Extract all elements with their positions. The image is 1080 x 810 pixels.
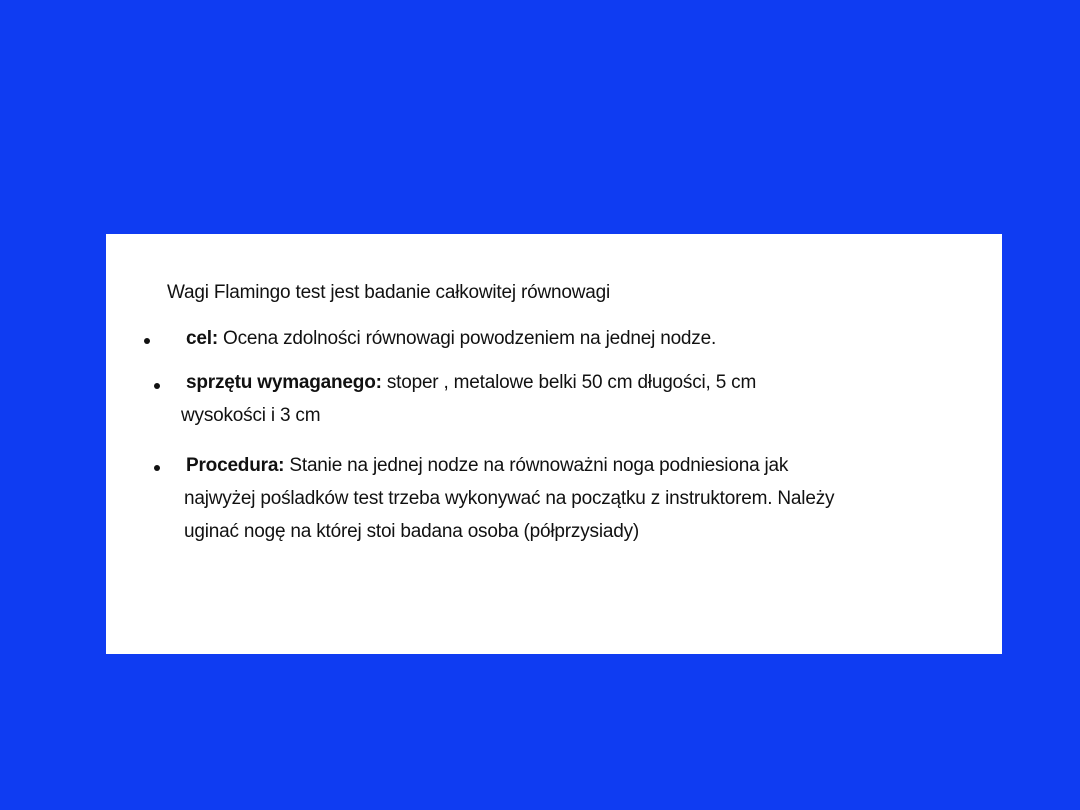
procedure-text: Stanie na jednej nodze na równoważni noga podniesiona jak: [284, 455, 789, 476]
procedure-label: Procedura:: [186, 455, 285, 476]
content-card: [106, 234, 1002, 654]
equipment-label: sprzętu wymaganego:: [186, 372, 382, 393]
bullet-icon: [154, 383, 160, 389]
procedure-line: [186, 450, 788, 482]
goal-label: cel:: [186, 328, 218, 349]
bullet-icon: [154, 465, 160, 471]
intro-text: Wagi Flamingo test jest badanie całkowitej równowagi: [167, 282, 611, 303]
equipment-line: [186, 367, 756, 399]
bullet-icon: [144, 338, 150, 344]
procedure-continuation-1: najwyżej pośladków test trzeba wykonywać na początku z instruktorem. Należy: [184, 488, 835, 509]
procedure-continuation-2: uginać nogę na której stoi badana osoba (półprzysiady): [184, 521, 639, 542]
equipment-text: stoper , metalowe belki 50 cm długości, 5 cm: [381, 372, 757, 393]
goal-text: Ocena zdolności równowagi powodzeniem na jednej nodze.: [217, 328, 717, 349]
goal-line: [186, 323, 716, 355]
equipment-continuation: wysokości i 3 cm: [181, 405, 321, 426]
